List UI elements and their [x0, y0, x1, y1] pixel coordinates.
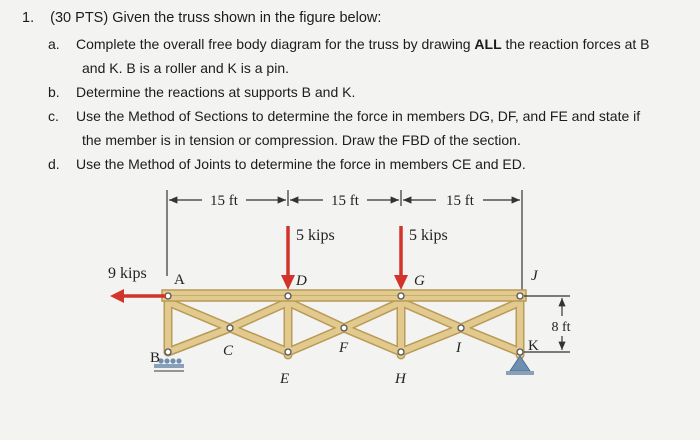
- load-d-arrow: [281, 226, 295, 290]
- load-d-label: 5 kips: [296, 227, 335, 244]
- pin-support-k: [506, 356, 534, 375]
- load-9kips-label: 9 kips: [108, 265, 147, 282]
- joint-label-a: A: [174, 272, 185, 288]
- problem-number: 1.: [22, 10, 35, 26]
- part-a-line1: a. Complete the overall free body diagram for the truss by drawing ALL the reaction forces at B: [48, 36, 650, 52]
- span-label-1: 15 ft: [210, 193, 238, 209]
- joint-label-e: E: [280, 371, 290, 387]
- joint-label-k: K: [528, 338, 539, 354]
- problem-intro: Given the truss shown in the figure below:: [112, 10, 382, 26]
- load-g-arrow: [394, 226, 408, 290]
- joint-label-b: B: [150, 350, 161, 366]
- joint-label-c: C: [223, 343, 234, 359]
- joint-label-j: J: [531, 268, 538, 284]
- part-d-label: d.: [48, 156, 60, 172]
- joint-label-d: D: [296, 273, 307, 289]
- span-label-3: 15 ft: [446, 193, 474, 209]
- load-g-label: 5 kips: [409, 227, 448, 244]
- load-9kips-arrow: [110, 289, 166, 303]
- part-b-label: b.: [48, 84, 60, 100]
- part-c-label: c.: [48, 108, 59, 124]
- part-c-line2: the member is in tension or compression. Draw the FBD of the section.: [82, 132, 521, 148]
- part-c-line1: c. Use the Method of Sections to determine the force in members DG, DF, and FE and state if: [48, 108, 641, 124]
- part-d-line1: d. Use the Method of Joints to determine the force in members CE and ED.: [48, 156, 526, 172]
- joint-label-i: I: [456, 340, 461, 356]
- joint-label-f: F: [339, 340, 349, 356]
- span-label-2: 15 ft: [331, 193, 359, 209]
- joint-label-h: H: [395, 371, 406, 387]
- part-a-label: a.: [48, 36, 60, 52]
- height-label: 8 ft: [551, 320, 571, 335]
- part-a-line2: and K. B is a roller and K is a pin.: [82, 60, 289, 76]
- joint-label-g: G: [414, 273, 425, 289]
- problem-points: (30 PTS): [50, 10, 109, 26]
- part-b-line1: b. Determine the reactions at supports B and K.: [48, 84, 356, 100]
